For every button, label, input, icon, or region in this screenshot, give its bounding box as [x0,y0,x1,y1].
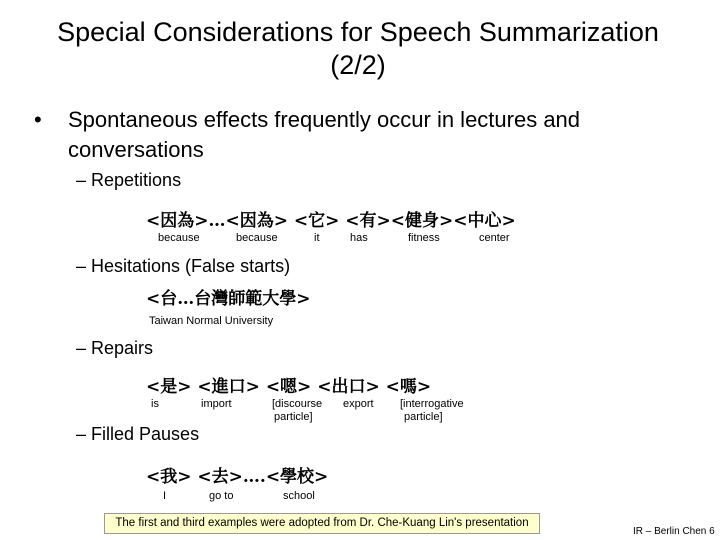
bullet-text-line-1: Spontaneous effects frequently occur in lectures and [68,107,581,132]
filled-pauses-example: <我> <去>….<學校> [146,467,329,487]
repairs-gloss-export: export [343,398,374,410]
repairs-gloss-discourse-particle: particle] [274,411,313,423]
repetitions-gloss-fitness: fitness [408,232,440,244]
repetitions-gloss-because-1: because [158,232,200,244]
repairs-gloss-interrogative-particle: particle] [404,411,443,423]
repairs-gloss-import: import [201,398,232,410]
repetitions-gloss-because-2: because [236,232,278,244]
slide-title-line-1: Special Considerations for Speech Summarization [57,17,659,47]
repairs-label: – Repairs [76,338,154,358]
bullet-marker: • [34,107,42,132]
repairs-gloss-is: is [151,398,159,410]
filled-pauses-label: – Filled Pauses [76,424,200,444]
repetitions-label: – Repetitions [76,170,182,190]
hesitations-label: – Hesitations (False starts) [76,256,291,276]
filled-pauses-gloss-go-to: go to [209,490,234,502]
filled-pauses-gloss-i: I [163,490,167,502]
repairs-example: <是> <進口> <嗯> <出口> <嗎> [146,377,432,397]
repetitions-gloss-center: center [479,232,510,244]
source-note: The first and third examples were adopted from Dr. Che-Kuang Lin's presentation [104,513,540,534]
slide-title-line-2: (2/2) [330,50,386,80]
bullet-text-line-2: conversations [68,137,204,162]
filled-pauses-gloss-school: school [283,490,315,502]
repetitions-gloss-it: it [314,232,320,244]
hesitations-example: <台…台灣師範大學> [146,289,311,309]
slide-title [0,16,716,82]
hesitations-gloss: Taiwan Normal University [149,315,274,327]
repetitions-gloss-has: has [350,232,368,244]
repairs-gloss-discourse: [discourse [272,398,323,410]
repairs-gloss-interrogative: [interrogative [400,398,464,410]
slide-footer: IR – Berlin Chen 6 [633,526,715,537]
repetitions-example: <因為>…<因為> <它> <有><健身><中心> [146,211,516,231]
